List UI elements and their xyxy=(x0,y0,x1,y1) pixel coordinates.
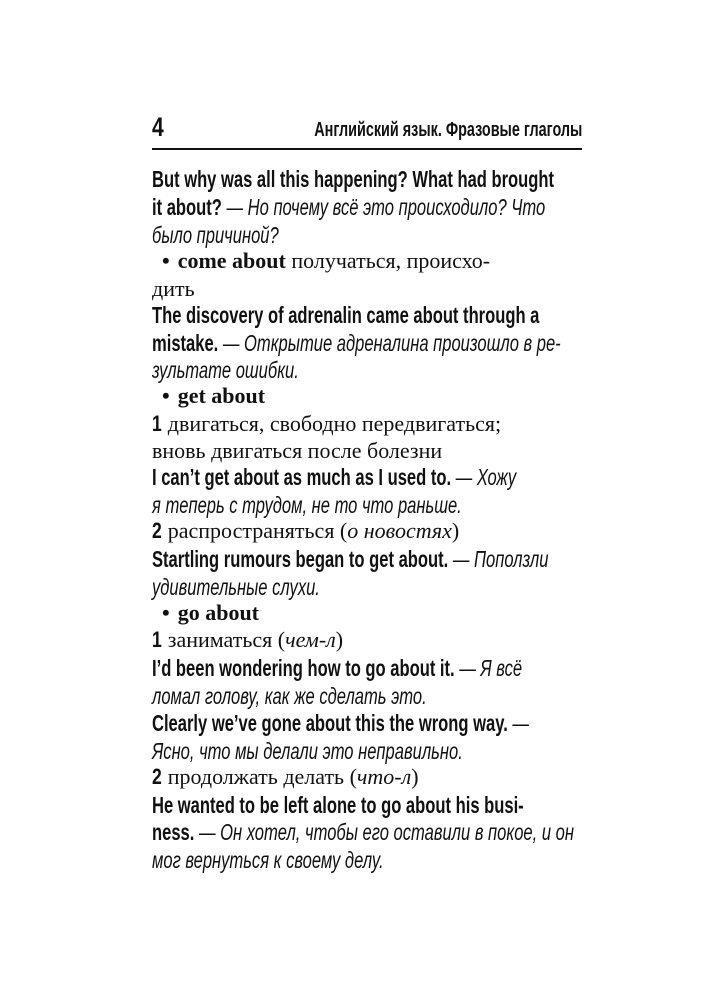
example-line xyxy=(152,194,545,221)
example-line xyxy=(152,464,516,491)
example-ru: я теперь с трудом, не то что раньше. xyxy=(152,492,462,518)
example-line xyxy=(152,847,384,874)
headword: get about xyxy=(177,383,266,408)
example-ru: ломал голову, как же сделать это. xyxy=(152,683,427,709)
example-ru: Поползли xyxy=(474,546,549,572)
dash: — xyxy=(454,655,481,681)
definition: распространяться ( xyxy=(162,518,348,543)
dash: — xyxy=(218,330,245,356)
paren-close: ) xyxy=(451,518,460,543)
definition: дить xyxy=(152,276,195,301)
example-en: Startling rumours began to get about. xyxy=(152,546,449,572)
example-line xyxy=(152,655,522,682)
definition: получаться, происхо- xyxy=(285,248,491,273)
definition: продолжать делать ( xyxy=(162,764,357,789)
paren-close: ) xyxy=(335,627,344,652)
dash: — xyxy=(194,819,221,845)
example-line xyxy=(152,738,463,765)
sense-number: 1 xyxy=(152,411,162,436)
definition-line xyxy=(152,437,442,465)
dash: — xyxy=(448,546,475,572)
entry-heading-go-about xyxy=(152,599,259,627)
example-line xyxy=(152,819,574,846)
entry-heading-get-about xyxy=(152,382,265,410)
example-en: ness. xyxy=(152,819,195,845)
bullet: • xyxy=(162,248,170,273)
example-line xyxy=(152,357,299,384)
dash: — xyxy=(451,464,477,490)
example-ru: зультате ошибки. xyxy=(152,357,299,383)
sense-number: 2 xyxy=(152,518,162,543)
example-en: I’d been wondering how to go about it. xyxy=(152,655,455,681)
sense-line xyxy=(152,626,343,654)
usage-note: о новостях xyxy=(347,518,452,543)
header-rule xyxy=(152,148,582,150)
page-header xyxy=(152,112,582,146)
example-ru: Я всё xyxy=(480,655,523,681)
sense-line xyxy=(152,517,459,545)
usage-note: чем-л xyxy=(285,627,336,652)
example-en: But why was all this happening? What had brought xyxy=(152,166,555,192)
running-title: Английский язык. Фразовые глаголы xyxy=(313,119,582,141)
example-line xyxy=(152,492,462,519)
page-number: 4 xyxy=(152,112,164,142)
bullet: • xyxy=(162,600,170,625)
example-ru: мог вернуться к своему делу. xyxy=(152,847,384,873)
paren-close: ) xyxy=(411,764,419,789)
definition: заниматься ( xyxy=(162,627,286,652)
sense-line xyxy=(152,410,501,438)
example-line xyxy=(152,574,320,601)
bullet: • xyxy=(162,383,170,408)
entry-heading-come-about xyxy=(152,247,490,275)
example-line xyxy=(152,683,427,710)
example-ru: удивительные слухи. xyxy=(152,574,320,600)
example-line xyxy=(152,222,279,249)
example-ru: Ясно, что мы делали это неправильно. xyxy=(152,738,463,764)
example-line xyxy=(152,710,529,737)
dash: — xyxy=(507,710,529,736)
definition-line xyxy=(152,275,195,303)
example-line xyxy=(152,166,554,193)
example-ru: Он хотел, чтобы его оставили в покое, и он xyxy=(220,819,574,845)
example-line xyxy=(152,330,561,357)
headword: come about xyxy=(177,248,286,273)
definition: двигаться, свободно передвигаться; xyxy=(162,411,502,436)
example-line xyxy=(152,792,524,819)
sense-number: 2 xyxy=(152,764,162,789)
example-line xyxy=(152,546,548,573)
example-en: The discovery of adrenalin came about through a xyxy=(152,302,540,328)
usage-note: что-л xyxy=(356,764,412,789)
example-ru: Открытие адреналина произошло в ре- xyxy=(244,330,561,356)
example-en: it about? xyxy=(152,194,222,220)
example-ru: было причиной? xyxy=(152,222,279,248)
example-en: I can’t get about as much as I used to. xyxy=(152,464,452,490)
definition: вновь двигаться после болезни xyxy=(152,438,443,463)
example-en: He wanted to be left alone to go about his busi- xyxy=(152,792,524,818)
example-line xyxy=(152,302,539,329)
sense-number: 1 xyxy=(152,627,162,652)
example-en: mistake. xyxy=(152,330,219,356)
headword: go about xyxy=(177,600,259,625)
sense-line xyxy=(152,763,419,791)
dash: — xyxy=(221,194,248,220)
example-en: Clearly we’ve gone about this the wrong way. xyxy=(152,710,508,736)
example-ru: Но почему всё это происходило? Что xyxy=(247,194,546,220)
example-ru: Хожу xyxy=(476,464,517,490)
